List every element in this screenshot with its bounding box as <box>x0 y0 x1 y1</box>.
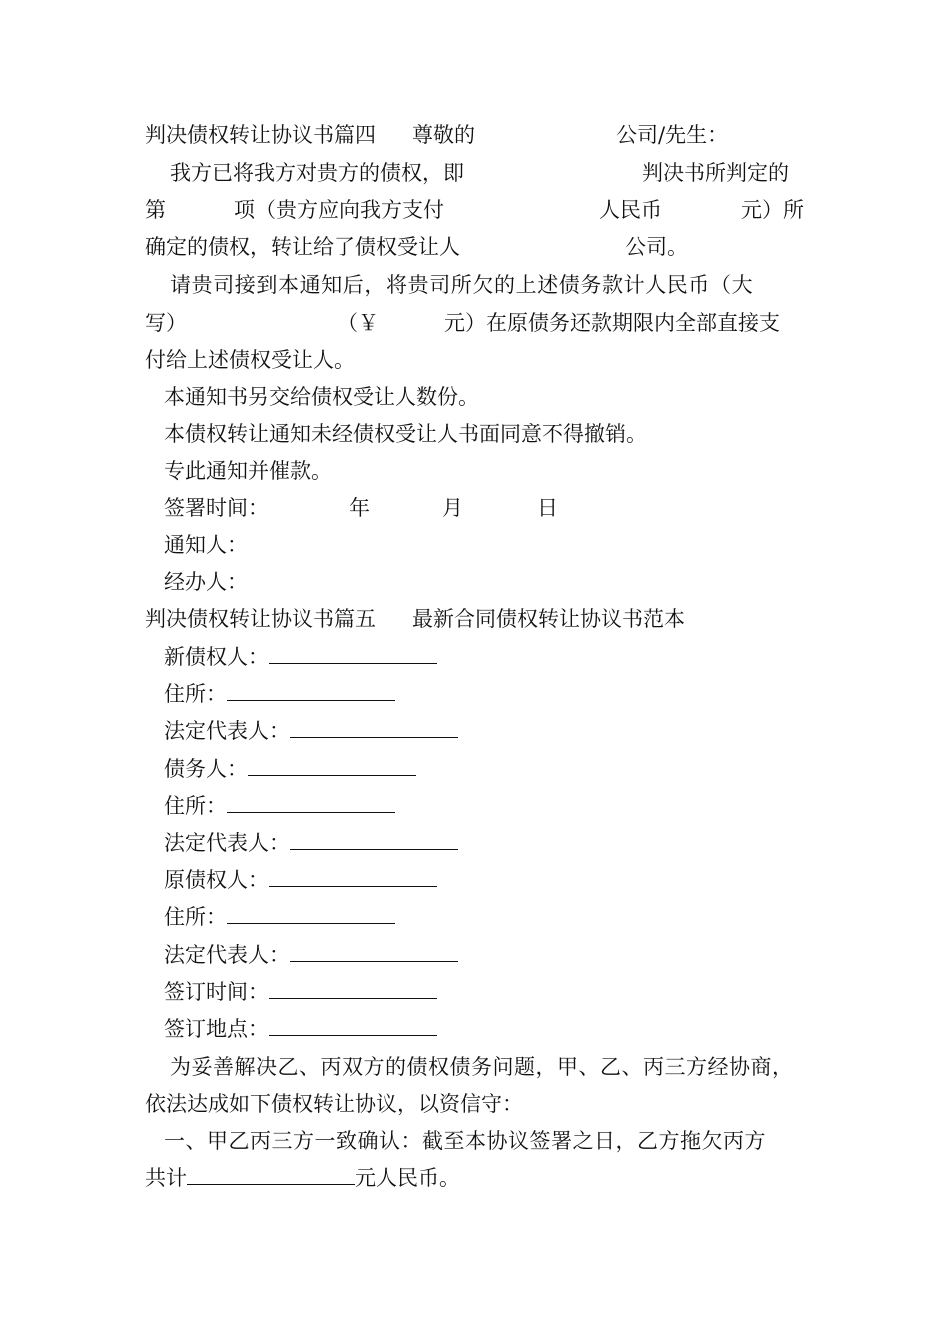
blank-line <box>269 643 437 664</box>
p2-line2-a: 写） <box>145 311 187 335</box>
field-label: 法定代表人： <box>164 719 290 743</box>
clause1-suffix: 元人民币。 <box>355 1166 460 1190</box>
p1-line2-d: 元）所 <box>741 198 804 222</box>
blank-line <box>227 903 395 924</box>
p3: 本通知书另交给债权受让人数份。 <box>164 385 479 409</box>
field-debtor <box>164 755 416 783</box>
field-label: 签订地点： <box>164 1017 269 1041</box>
section5-subtitle: 最新合同债权转让协议书范本 <box>412 607 685 631</box>
p1-line3-b: 公司。 <box>625 235 688 259</box>
field-label: 债务人： <box>164 757 248 781</box>
field-label: 原债权人： <box>164 868 269 892</box>
field-sign-time <box>164 978 437 1006</box>
blank-line <box>227 680 395 701</box>
p1-line3-a: 确定的债权，转让给了债权受让人 <box>145 235 460 259</box>
year-label: 年 <box>349 496 370 520</box>
field-label: 法定代表人： <box>164 831 290 855</box>
p2-line2-c: 元）在原债务还款期限内全部直接支 <box>444 311 780 335</box>
p5: 专此通知并催款。 <box>164 459 332 483</box>
blank-line <box>290 941 458 962</box>
blank-line <box>248 755 416 776</box>
greeting-prefix: 尊敬的 <box>412 123 475 147</box>
notifier-label: 通知人： <box>164 533 248 557</box>
field-legal-rep <box>164 829 458 857</box>
field-address <box>164 792 395 820</box>
field-label: 住所： <box>164 682 227 706</box>
blank-line <box>290 717 458 738</box>
field-sign-place <box>164 1015 437 1043</box>
p2-line3: 付给上述债权受让人。 <box>145 348 355 372</box>
clause1-prefix: 共计 <box>145 1166 187 1190</box>
p1-line2-a: 第 <box>145 198 166 222</box>
field-label: 签订时间： <box>164 980 269 1004</box>
handler-label: 经办人： <box>164 570 248 594</box>
p1-line1-a: 我方已将我方对贵方的债权，即 <box>170 161 464 185</box>
field-label: 住所： <box>164 794 227 818</box>
blank-line <box>227 792 395 813</box>
clause1-line1: 一、甲乙丙三方一致确认：截至本协议签署之日，乙方拖欠丙方 <box>164 1129 766 1153</box>
blank-line <box>269 1015 437 1036</box>
p2-line1: 请贵司接到本通知后，将贵司所欠的上述债务款计人民币（大 <box>170 273 754 297</box>
section4-heading: 判决债权转让协议书篇四 <box>145 123 376 147</box>
blank-line <box>187 1164 355 1185</box>
day-label: 日 <box>537 496 558 520</box>
field-new-creditor <box>164 643 437 671</box>
blank-line <box>269 978 437 999</box>
field-legal-rep <box>164 717 458 745</box>
p1-line2-c: 人民币 <box>599 198 662 222</box>
field-label: 法定代表人： <box>164 943 290 967</box>
field-address <box>164 903 395 931</box>
month-label: 月 <box>442 496 463 520</box>
p4: 本债权转让通知未经债权受让人书面同意不得撤销。 <box>164 422 647 446</box>
intro-line2: 依法达成如下债权转让协议，以资信守： <box>145 1092 523 1116</box>
intro-line1: 为妥善解决乙、丙双方的债权债务问题，甲、乙、丙三方经协商， <box>170 1055 794 1079</box>
p2-line2-b: （￥ <box>337 311 379 335</box>
blank-line <box>269 866 437 887</box>
section5-heading: 判决债权转让协议书篇五 <box>145 607 376 631</box>
field-label: 新债权人： <box>164 645 269 669</box>
sign-time-label: 签署时间： <box>164 496 269 520</box>
p1-line2-b: 项（贵方应向我方支付 <box>234 198 444 222</box>
field-address <box>164 680 395 708</box>
field-legal-rep <box>164 941 458 969</box>
p1-line1-b: 判决书所判定的 <box>642 161 789 185</box>
greeting-suffix: 公司/先生： <box>616 123 729 147</box>
field-original-creditor <box>164 866 437 894</box>
field-label: 住所： <box>164 905 227 929</box>
blank-line <box>290 829 458 850</box>
clause1-line2 <box>145 1164 460 1192</box>
